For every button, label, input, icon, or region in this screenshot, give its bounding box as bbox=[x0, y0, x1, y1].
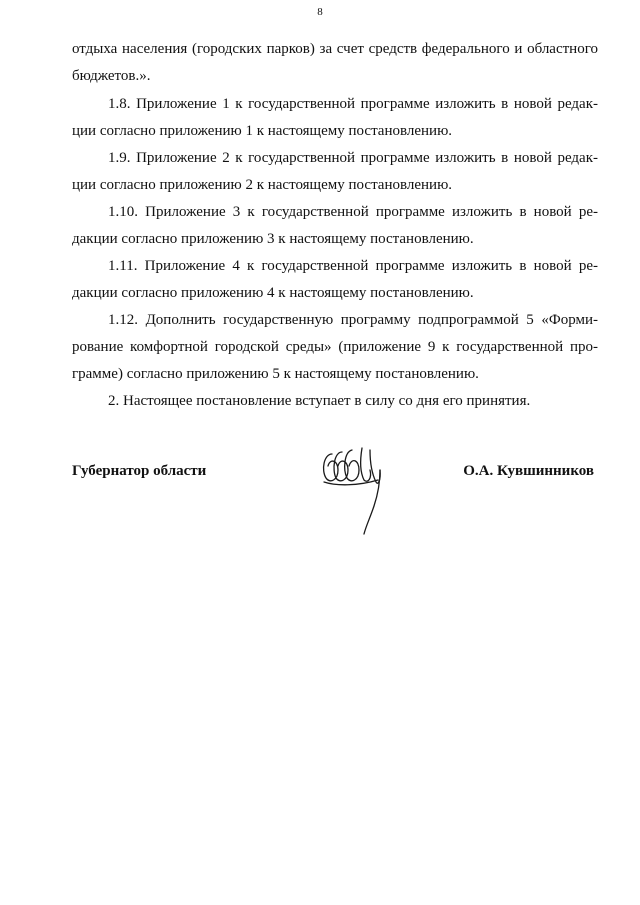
text-line: дакции согласно приложению 3 к настоящему постановлению. bbox=[72, 231, 474, 247]
page-number: 8 bbox=[317, 6, 323, 18]
text-line: 1.12. Дополнить государственную программу подпрограммой 5 «Форми- bbox=[108, 312, 598, 328]
text-line: рование комфортной городской среды» (приложение 9 к государственной про- bbox=[72, 339, 598, 355]
text-line: отдыха населения (городских парков) за счет средств федерального и областного bbox=[72, 41, 598, 57]
text-line: грамме) согласно приложению 5 к настоящему постановлению. bbox=[72, 366, 479, 382]
text-line: 1.8. Приложение 1 к государственной программе изложить в новой редак- bbox=[108, 96, 598, 112]
text-line: 2. Настоящее постановление вступает в силу со дня его принятия. bbox=[108, 393, 531, 409]
signatory-title: Губернатор области bbox=[72, 463, 207, 479]
text-line: 1.10. Приложение 3 к государственной программе изложить в новой ре- bbox=[108, 204, 598, 220]
text-line: дакции согласно приложению 4 к настоящему постановлению. bbox=[72, 285, 474, 301]
signatory-name: О.А. Кувшинников bbox=[463, 463, 594, 479]
text-line: бюджетов.». bbox=[72, 68, 151, 84]
text-line: ции согласно приложению 2 к настоящему постановлению. bbox=[72, 177, 453, 193]
handwritten-signature bbox=[318, 440, 396, 538]
text-line: 1.11. Приложение 4 к государственной программе изложить в новой ре- bbox=[108, 258, 598, 274]
text-line: ции согласно приложению 1 к настоящему постановлению. bbox=[72, 123, 453, 139]
text-line: 1.9. Приложение 2 к государственной программе изложить в новой редак- bbox=[108, 150, 598, 166]
